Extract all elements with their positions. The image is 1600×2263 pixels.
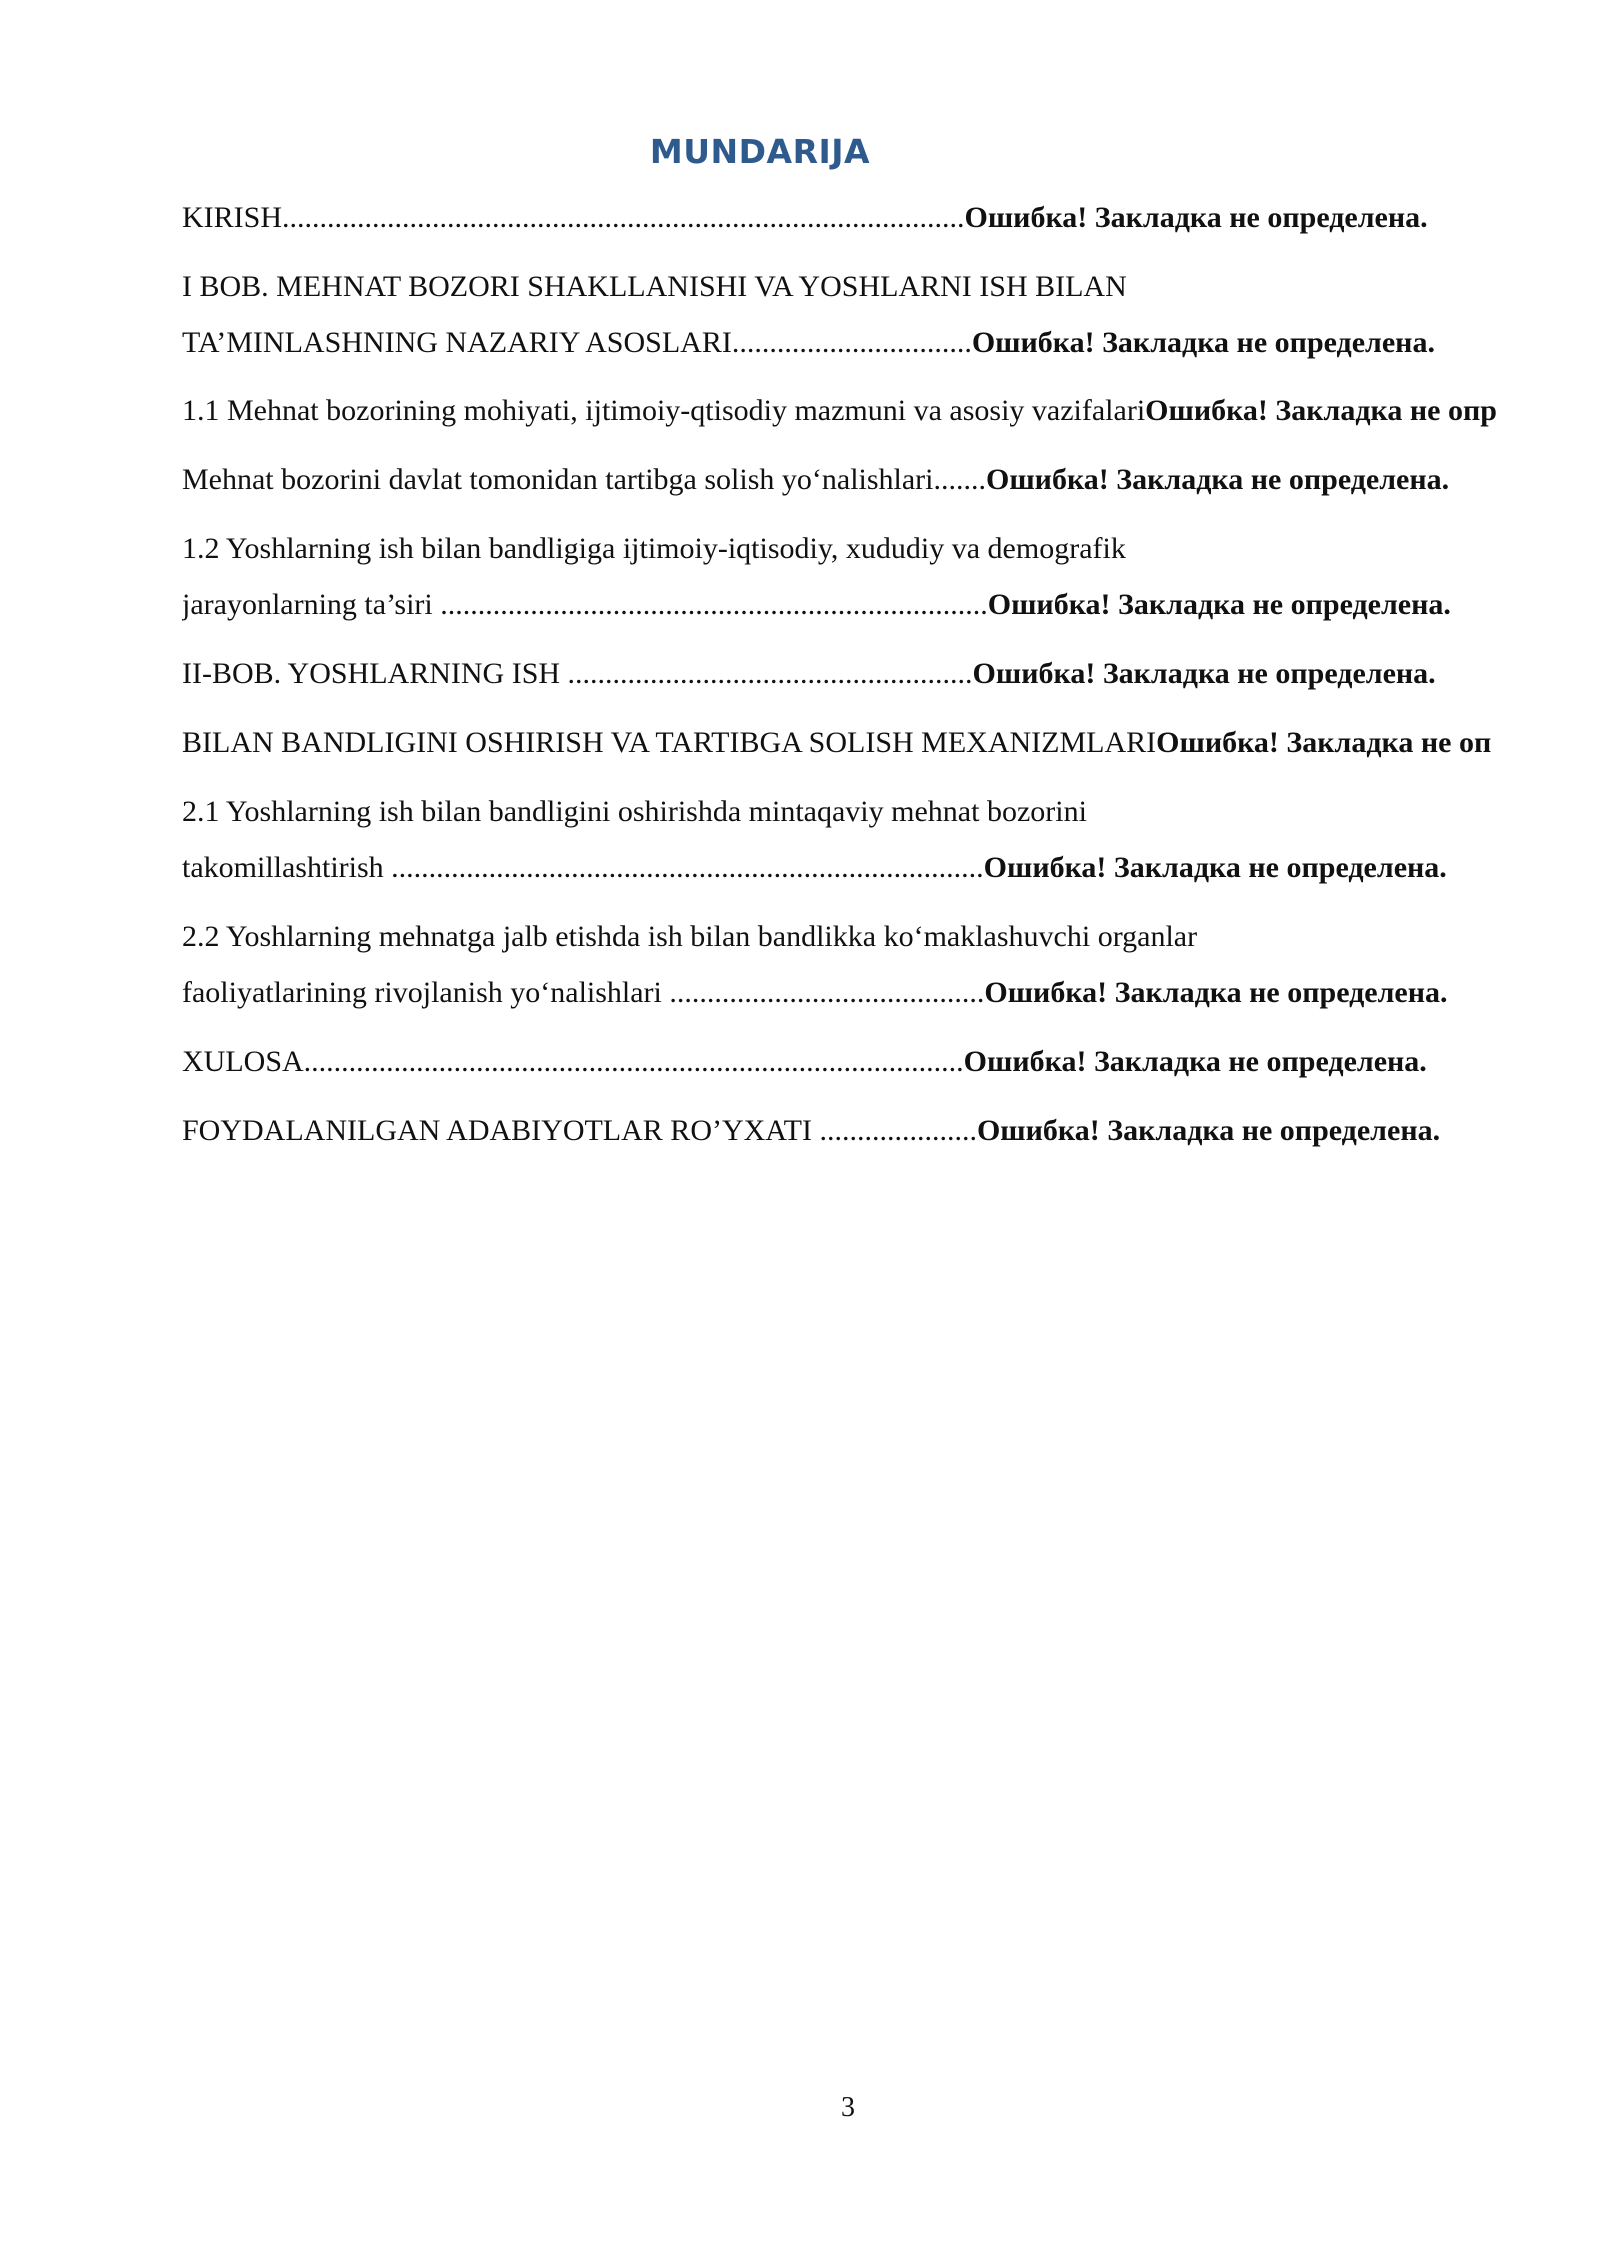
toc-page-ref-error: Ошибка! Закладка не определена. <box>963 1045 1427 1078</box>
toc-entry-chapter-1-line-1[interactable] <box>182 269 1550 305</box>
toc-page-ref-error: Ошибка! Закладка не определена. <box>983 851 1447 884</box>
toc-page-ref-error: Ошибка! Закладка не определена. <box>971 326 1435 359</box>
toc-title: MUNDARIJA <box>649 132 871 171</box>
toc-entry-section-2-1-line-1[interactable] <box>182 794 1550 830</box>
toc-entry-subsection-regulation[interactable] <box>182 462 1550 498</box>
toc-entry-kirish[interactable] <box>182 200 1550 236</box>
toc-entry-text: faoliyatlarining rivojlanish yo‘nalishlari <box>182 976 662 1009</box>
toc-dot-leader: ........................................................................................... <box>282 201 965 234</box>
toc-entry-section-1-2-line-1[interactable] <box>182 531 1550 567</box>
toc-entry-text: I BOB. MEHNAT BOZORI SHAKLLANISHI VA YOSHLARNI ISH BILAN <box>182 270 1127 303</box>
toc-entry-section-1-1[interactable] <box>182 393 1600 429</box>
toc-entry-text: BILAN BANDLIGINI OSHIRISH VA TARTIBGA SOLISH MEXANIZMLARI <box>182 726 1157 759</box>
toc-dot-leader: ....... <box>933 463 987 496</box>
toc-dot-leader: ......................................................................... <box>432 588 988 621</box>
toc-entry-section-2-1-line-2[interactable] <box>182 850 1550 886</box>
toc-entry-text: KIRISH <box>182 201 283 234</box>
page-number: 3 <box>841 2092 855 2123</box>
toc-page-ref-error: Ошибка! Закладка не определена. <box>984 976 1448 1009</box>
toc-entry-text: jarayonlarning ta’siri <box>182 588 433 621</box>
toc-page-ref-error: Ошибка! Закладка не определена. <box>986 463 1450 496</box>
toc-entry-conclusion[interactable] <box>182 1044 1550 1080</box>
toc-entry-text: takomillashtirish <box>182 851 384 884</box>
toc-entry-text: 2.2 Yoshlarning mehnatga jalb etishda ish bilan bandlikka ko‘maklashuvchi organlar <box>182 920 1198 953</box>
toc-page-ref-error: Ошибка! Закладка не определена. <box>972 657 1436 690</box>
toc-entry-text: 2.1 Yoshlarning ish bilan bandligini oshirishda mintaqaviy mehnat bozorini <box>182 795 1087 828</box>
toc-entry-text: 1.1 Mehnat bozorining mohiyati, ijtimoiy-qtisodiy mazmuni va asosiy vazifalari <box>182 394 1146 427</box>
toc-page-ref-error: Ошибка! Закладка не опр <box>1145 394 1497 427</box>
toc-entry-section-1-2-line-2[interactable] <box>182 587 1550 623</box>
toc-entry-chapter-1-line-2[interactable] <box>182 325 1550 361</box>
toc-page-ref-error: Ошибка! Закладка не оп <box>1156 726 1492 759</box>
toc-dot-leader: ...................................................... <box>560 657 973 690</box>
toc-entry-text: XULOSA <box>182 1045 304 1078</box>
toc-entry-references[interactable] <box>182 1113 1550 1149</box>
toc-entry-text: 1.2 Yoshlarning ish bilan bandligiga ijtimoiy-iqtisodiy, xududiy va demografik <box>182 532 1126 565</box>
toc-dot-leader: ..................... <box>811 1114 977 1147</box>
toc-dot-leader: ............................................................................... <box>383 851 984 884</box>
toc-entry-chapter-2[interactable] <box>182 656 1550 692</box>
toc-entry-section-2-2-line-2[interactable] <box>182 975 1550 1011</box>
toc-entry-text: TA’MINLASHNING NAZARIY ASOSLARI <box>182 326 732 359</box>
toc-page-ref-error: Ошибка! Закладка не определена. <box>976 1114 1441 1147</box>
toc-dot-leader: .......................................... <box>661 976 985 1009</box>
toc-page-ref-error: Ошибка! Закладка не определена. <box>964 201 1428 234</box>
toc-page-ref-error: Ошибка! Закладка не определена. <box>987 588 1451 621</box>
toc-dot-leader: ........................................................................................ <box>303 1045 964 1078</box>
toc-entry-text: II-BOB. YOSHLARNING ISH <box>182 657 561 690</box>
toc-entry-text: FOYDALANILGAN ADABIYOTLAR RO’YXATI <box>182 1114 812 1147</box>
toc-dot-leader: ................................ <box>731 326 972 359</box>
toc-entry-text: Mehnat bozorini davlat tomonidan tartibga solish yo‘nalishlari <box>182 463 934 496</box>
toc-entry-section-2-2-line-1[interactable] <box>182 919 1550 955</box>
toc-entry-chapter-2-continued[interactable] <box>182 725 1600 761</box>
